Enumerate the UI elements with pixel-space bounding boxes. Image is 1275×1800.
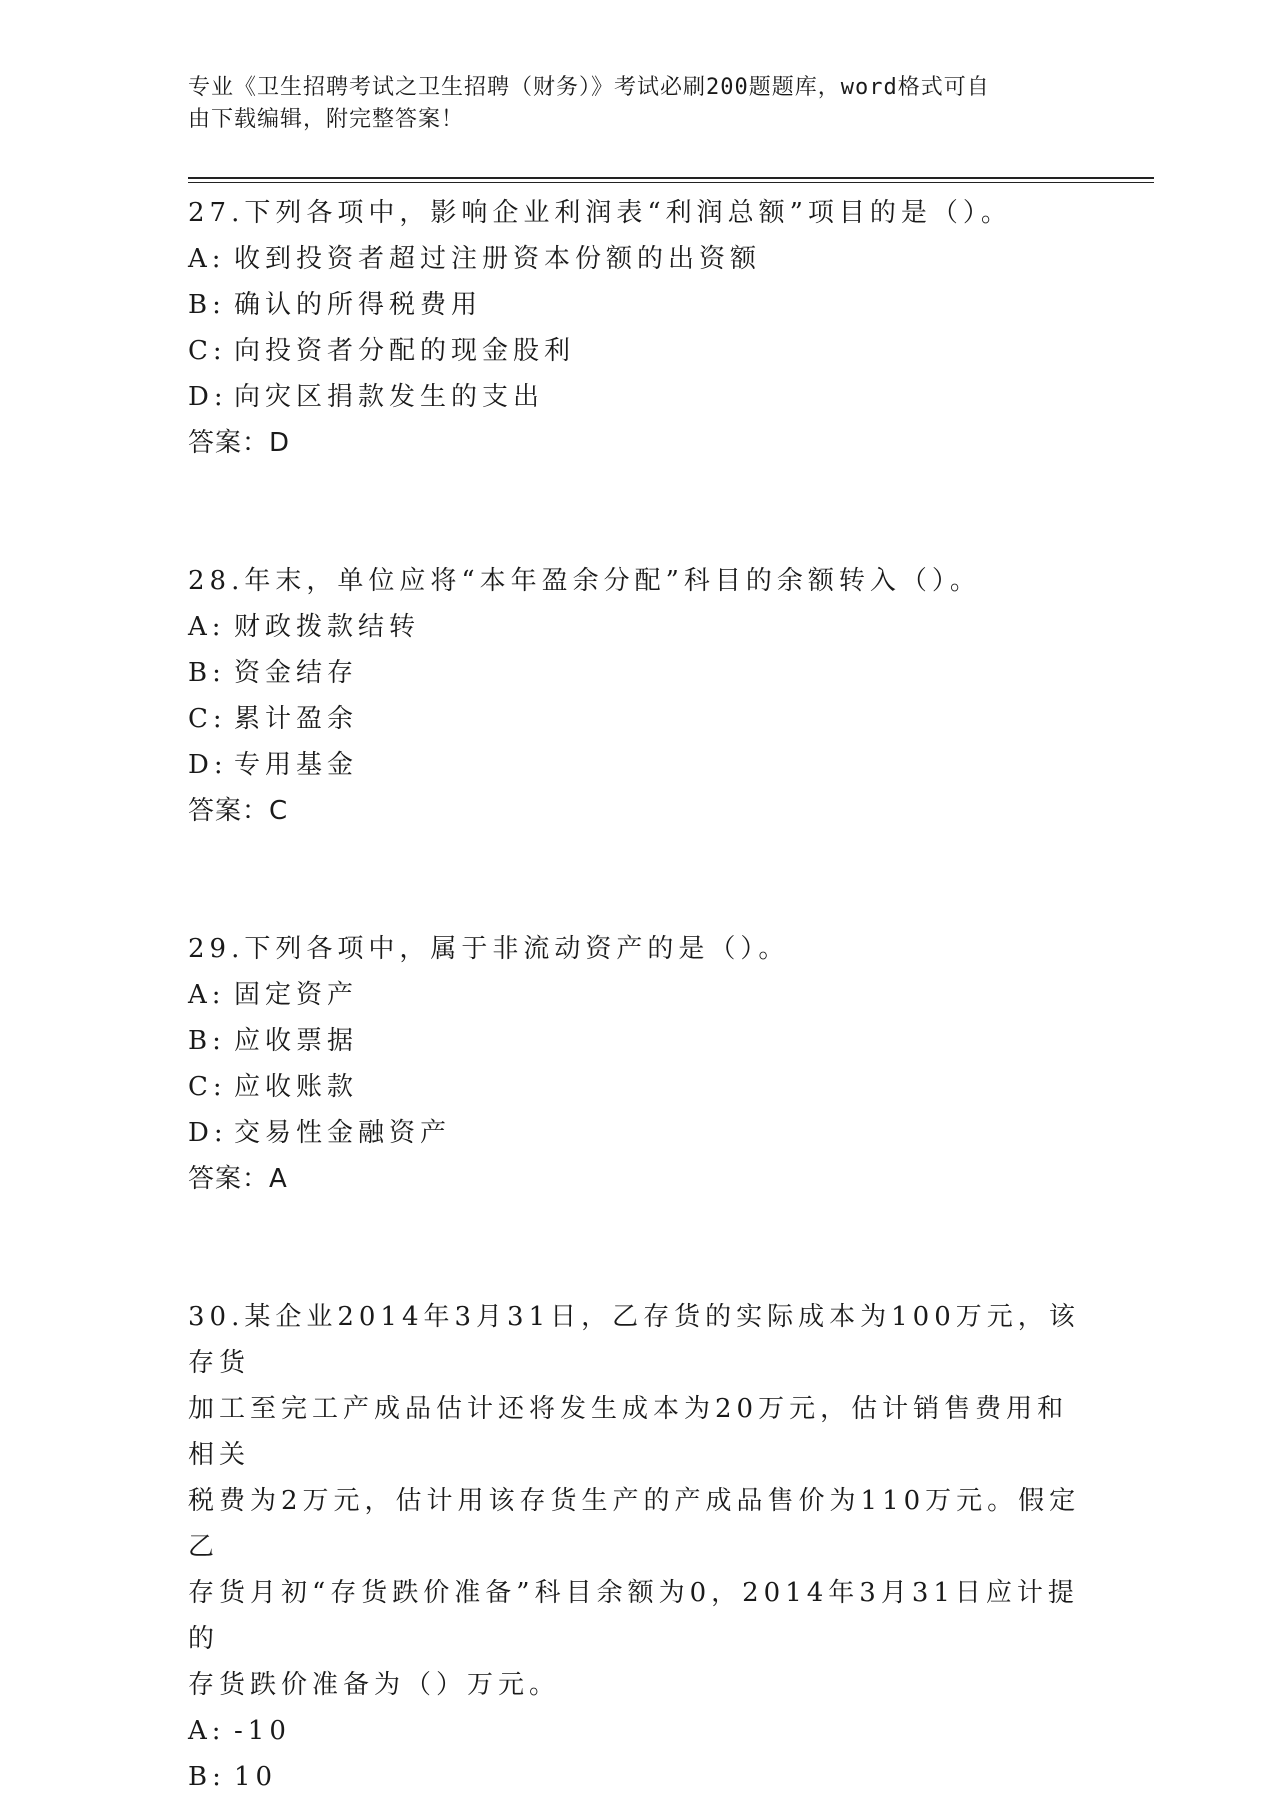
question-29 [188, 926, 1088, 1202]
header-line-2: 由下载编辑，附完整答案！ [188, 107, 465, 132]
option-a [188, 236, 1088, 282]
option-b [188, 650, 1088, 696]
option-key: B: [188, 1026, 226, 1056]
option-b [188, 1018, 1088, 1064]
question-stem: 28.年末，单位应将“本年盈余分配”科目的余额转入（）。 [188, 566, 981, 596]
option-key: B: [188, 658, 226, 688]
option-d [188, 742, 1088, 788]
answer-line: 答案：C [188, 796, 289, 826]
question-28 [188, 558, 1088, 834]
option-key: D: [188, 382, 228, 412]
option-text: -10 [234, 1716, 291, 1746]
option-text: 收到投资者超过注册资本份额的出资额 [234, 244, 762, 274]
option-key: A: [188, 980, 226, 1010]
question-27 [188, 190, 1088, 466]
option-key: A: [188, 244, 226, 274]
option-text: 财政拨款结转 [234, 612, 421, 642]
option-text: 10 [234, 1762, 278, 1792]
document-header [188, 72, 1068, 136]
option-b [188, 1754, 1088, 1800]
option-key: C: [188, 336, 227, 366]
option-text: 向投资者分配的现金股利 [234, 336, 576, 366]
option-key: A: [188, 1716, 226, 1746]
option-key: B: [188, 1762, 226, 1792]
question-list [188, 190, 1088, 1800]
option-b [188, 282, 1088, 328]
option-a [188, 972, 1088, 1018]
question-stem-line-4: 存货月初“存货跌价准备”科目余额为0，2014年3月31日应计提的 [188, 1578, 1079, 1654]
question-stem-line-5: 存货跌价准备为（）万元。 [188, 1670, 561, 1700]
answer-line: 答案：D [188, 428, 291, 458]
option-c [188, 328, 1088, 374]
option-text: 累计盈余 [234, 704, 359, 734]
question-stem: 29.下列各项中，属于非流动资产的是（）。 [188, 934, 790, 964]
option-key: A: [188, 612, 226, 642]
option-c [188, 1064, 1088, 1110]
answer-line: 答案：A [188, 1164, 288, 1194]
question-stem-line-2: 加工至完工产成品估计还将发生成本为20万元，估计销售费用和相关 [188, 1394, 1069, 1470]
option-key: D: [188, 750, 228, 780]
question-30 [188, 1294, 1088, 1800]
option-text: 专用基金 [234, 750, 359, 780]
option-text: 固定资产 [234, 980, 359, 1010]
option-d [188, 1110, 1088, 1156]
question-stem: 27.下列各项中，影响企业利润表“利润总额”项目的是（）。 [188, 198, 1012, 228]
option-a [188, 604, 1088, 650]
option-text: 确认的所得税费用 [234, 290, 483, 320]
option-d [188, 374, 1088, 420]
option-text: 向灾区捐款发生的支出 [234, 382, 545, 412]
option-a [188, 1708, 1088, 1754]
question-stem-line-1: 30.某企业2014年3月31日，乙存货的实际成本为100万元，该存货 [188, 1302, 1080, 1378]
option-key: B: [188, 290, 226, 320]
option-key: D: [188, 1118, 228, 1148]
option-text: 资金结存 [234, 658, 359, 688]
option-key: C: [188, 704, 227, 734]
option-text: 交易性金融资产 [234, 1118, 452, 1148]
header-divider-thin [188, 182, 1154, 183]
option-key: C: [188, 1072, 227, 1102]
option-text: 应收票据 [234, 1026, 359, 1056]
header-line-1: 专业《卫生招聘考试之卫生招聘（财务）》考试必刷200题题库，word格式可自 [188, 75, 990, 100]
option-text: 应收账款 [234, 1072, 359, 1102]
option-c [188, 696, 1088, 742]
header-divider-thick [188, 177, 1154, 179]
question-stem-line-3: 税费为2万元，估计用该存货生产的产成品售价为110万元。假定乙 [188, 1486, 1081, 1562]
